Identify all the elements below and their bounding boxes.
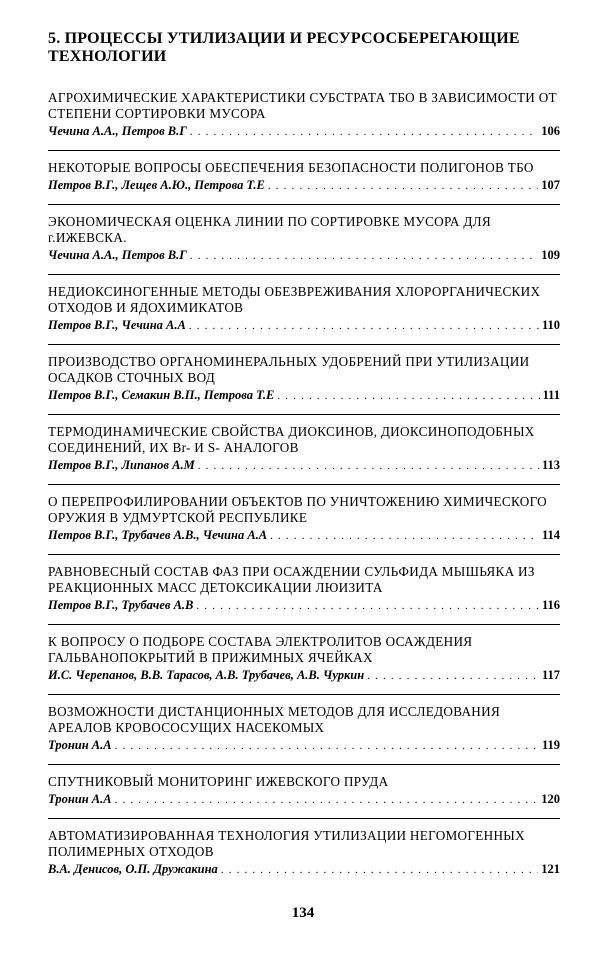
entry-line — [48, 177, 560, 194]
leader-dots — [198, 458, 539, 474]
entry-title: ЭКОНОМИЧЕСКАЯ ОЦЕНКА ЛИНИИ ПО СОРТИРОВКЕ МУСОРА ДЛЯ г.ИЖЕВСКА. — [48, 214, 491, 245]
entry-title: НЕДИОКСИНОГЕННЫЕ МЕТОДЫ ОБЕЗВРЕЖИВАНИЯ ХЛОРОРГАНИЧЕСКИХ ОТХОДОВ И ЯДОХИМИКАТОВ — [48, 284, 541, 315]
entry-title: ПРОИЗВОДСТВО ОРГАНОМИНЕРАЛЬНЫХ УДОБРЕНИЙ ПРИ УТИЛИЗАЦИИ ОСАДКОВ СТОЧНЫХ ВОД — [48, 354, 530, 385]
entry-title: О ПЕРЕПРОФИЛИРОВАНИИ ОБЪЕКТОВ ПО УНИЧТОЖЕНИЮ ХИМИЧЕСКОГО ОРУЖИЯ В УДМУРТСКОЙ РЕСПУБЛИКЕ — [48, 494, 548, 525]
entry-authors: Чечина А.А., Петров В.Г — [48, 124, 187, 138]
entry-line — [48, 457, 560, 474]
entry-authors: Тронин А.А — [48, 792, 112, 806]
entry-page-number: 113 — [541, 458, 560, 472]
leader-dots — [367, 668, 539, 684]
leader-dots — [277, 388, 539, 404]
leader-dots — [190, 124, 538, 140]
entry-title: НЕКОТОРЫЕ ВОПРОСЫ ОБЕСПЕЧЕНИЯ БЕЗОПАСНОСТИ ПОЛИГОНОВ ТБО — [48, 160, 534, 175]
toc-entry — [48, 564, 560, 614]
entry-line — [48, 667, 560, 684]
entry-page-number: 121 — [541, 862, 560, 876]
entry-divider — [48, 694, 560, 695]
leader-dots — [268, 178, 538, 194]
toc-entry — [48, 634, 560, 684]
leader-dots — [270, 528, 539, 544]
entry-page-number: 116 — [541, 598, 560, 612]
toc-page — [48, 30, 560, 878]
entry-line — [48, 317, 560, 334]
entry-line — [48, 527, 560, 544]
entry-title: РАВНОВЕСНЫЙ СОСТАВ ФАЗ ПРИ ОСАЖДЕНИИ СУЛЬФИДА МЫШЬЯКА ИЗ РЕАКЦИОННЫХ МАСС ДЕТОКСИКАЦИИ ЛЮИЗИТА — [48, 564, 535, 595]
entry-title: АГРОХИМИЧЕСКИЕ ХАРАКТЕРИСТИКИ СУБСТРАТА ТБО В ЗАВИСИМОСТИ ОТ СТЕПЕНИ СОРТИРОВКИ МУСОРА — [48, 90, 557, 121]
entry-line — [48, 737, 560, 754]
leader-dots — [196, 598, 539, 614]
leader-dots — [221, 862, 538, 878]
toc-entry — [48, 160, 560, 194]
entry-line — [48, 247, 560, 264]
entry-authors: Чечина А.А., Петров В.Г — [48, 248, 187, 262]
entry-page-number: 111 — [542, 388, 560, 402]
entry-page-number: 109 — [541, 248, 560, 262]
entry-page-number: 107 — [541, 178, 560, 192]
entry-authors: Петров В.Г., Лещев А.Ю., Петрова Т.Е — [48, 178, 265, 192]
entry-page-number: 117 — [541, 668, 560, 682]
toc-entry — [48, 494, 560, 544]
entry-page-number: 114 — [541, 528, 560, 542]
entry-line — [48, 387, 560, 404]
leader-dots — [115, 792, 539, 808]
entry-title: ВОЗМОЖНОСТИ ДИСТАНЦИОННЫХ МЕТОДОВ ДЛЯ ИССЛЕДОВАНИЯ АРЕАЛОВ КРОВОСОСУЩИХ НАСЕКОМЫХ — [48, 704, 501, 735]
toc-entry — [48, 90, 560, 140]
entry-page-number: 106 — [541, 124, 560, 138]
toc-entry — [48, 284, 560, 334]
leader-dots — [190, 248, 538, 264]
entry-title: СПУТНИКОВЫЙ МОНИТОРИНГ ИЖЕВСКОГО ПРУДА — [48, 774, 389, 789]
entry-divider — [48, 624, 560, 625]
entry-page-number: 120 — [541, 792, 560, 806]
toc-entry — [48, 704, 560, 754]
entry-divider — [48, 554, 560, 555]
entry-divider — [48, 764, 560, 765]
entry-divider — [48, 274, 560, 275]
entry-page-number: 119 — [541, 738, 560, 752]
entry-divider — [48, 484, 560, 485]
toc-entries — [48, 90, 560, 878]
entry-title: К ВОПРОСУ О ПОДБОРЕ СОСТАВА ЭЛЕКТРОЛИТОВ ОСАЖДЕНИЯ ГАЛЬВАНОПОКРЫТИЙ В ПРИЖИМНЫХ ЯЧЕЙКАХ — [48, 634, 473, 665]
leader-dots — [115, 738, 539, 754]
entry-authors: Петров В.Г., Семакин В.П., Петрова Т.Е — [48, 388, 275, 402]
entry-divider — [48, 344, 560, 345]
entry-authors: В.А. Денисов, О.П. Дружакина — [48, 862, 218, 876]
entry-divider — [48, 204, 560, 205]
toc-entry — [48, 214, 560, 264]
entry-divider — [48, 150, 560, 151]
entry-line — [48, 791, 560, 808]
entry-authors: Петров В.Г., Трубачев А.В — [48, 598, 194, 612]
entry-title: ТЕРМОДИНАМИЧЕСКИЕ СВОЙСТВА ДИОКСИНОВ, ДИОКСИНОПОДОБНЫХ СОЕДИНЕНИЙ, ИХ Br- И S- АНАЛОГОВ — [48, 424, 535, 455]
toc-entry — [48, 424, 560, 474]
entry-title: АВТОМАТИЗИРОВАННАЯ ТЕХНОЛОГИЯ УТИЛИЗАЦИИ НЕГОМОГЕННЫХ ПОЛИМЕРНЫХ ОТХОДОВ — [48, 828, 525, 859]
toc-entry — [48, 774, 560, 808]
entry-line — [48, 123, 560, 140]
entry-line — [48, 861, 560, 878]
entry-authors: Тронин А.А — [48, 738, 112, 752]
entry-divider — [48, 414, 560, 415]
entry-authors: Петров В.Г., Липанов А.М — [48, 458, 195, 472]
toc-entry — [48, 354, 560, 404]
leader-dots — [189, 318, 539, 334]
section-title: 5. ПРОЦЕССЫ УТИЛИЗАЦИИ И РЕСУРСОСБЕРЕГАЮЩИЕ ТЕХНОЛОГИИ — [48, 30, 520, 65]
entry-page-number: 110 — [541, 318, 560, 332]
entry-line — [48, 597, 560, 614]
toc-entry — [48, 828, 560, 878]
entry-authors: Петров В.Г., Чечина А.А — [48, 318, 186, 332]
page-number: 134 — [291, 905, 315, 921]
entry-divider — [48, 818, 560, 819]
entry-authors: И.С. Черепанов, В.В. Тарасов, А.В. Трубачев, А.В. Чуркин — [48, 668, 365, 682]
entry-authors: Петров В.Г., Трубачев А.В., Чечина А.А — [48, 528, 268, 542]
